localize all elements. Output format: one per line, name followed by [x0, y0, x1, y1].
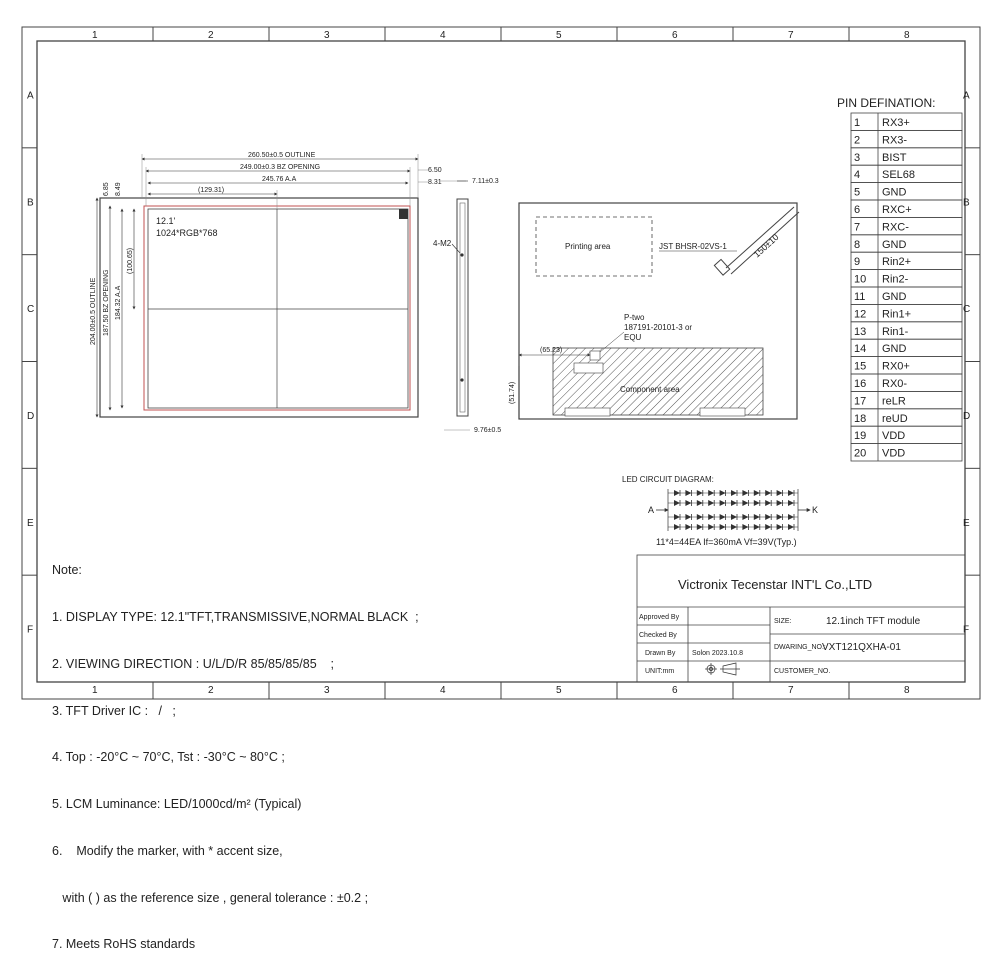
drawing-no-label: DWARING_NO.: — [774, 644, 826, 651]
led-diode-icon — [777, 524, 783, 530]
size-field-value: 12.1inch TFT module — [826, 616, 921, 627]
led-diode-icon — [731, 500, 737, 506]
drawn-by-value: Solon 2023.10.8 — [692, 650, 743, 657]
note-5: 5. LCM Luminance: LED/1000cd/m² (Typical) — [52, 797, 302, 812]
led-diode-icon — [708, 500, 714, 506]
led-diode-icon — [731, 490, 737, 496]
led-diode-icon — [720, 500, 726, 506]
zone-row-A-left: A — [27, 90, 34, 102]
pin-number: 7 — [854, 221, 861, 234]
pin-number: 12 — [854, 308, 867, 321]
size-label: 12.1' — [156, 216, 176, 226]
zone-row-D-left: D — [27, 410, 35, 422]
led-diode-icon — [708, 490, 714, 496]
led-diode-icon — [765, 514, 771, 520]
pin-number: 16 — [854, 378, 867, 390]
drawing-no-value: VXT121QXHA-01 — [822, 642, 901, 653]
pin-number: 11 — [854, 291, 866, 303]
led-diode-icon — [720, 524, 726, 530]
dim-bezel-width: 249.00±0.3 BZ OPENING — [240, 164, 321, 171]
led-diode-icon — [674, 490, 680, 496]
dim-thickness: 7.11±0.3 — [472, 178, 499, 185]
zone-row-C-right: C — [963, 304, 971, 316]
led-title: LED CIRCUIT DIAGRAM: — [622, 475, 714, 484]
pin-number: 6 — [854, 204, 861, 216]
zone-column-2-bottom: 2 — [208, 685, 214, 696]
pin-number: 8 — [854, 238, 861, 251]
pin-number: 17 — [854, 395, 867, 408]
led-diode-icon — [708, 514, 714, 520]
led-diode-icon — [742, 500, 748, 506]
dim-outline-height: 204.00±0.5 OUTLINE — [90, 277, 97, 345]
note-1: 1. DISPLAY TYPE: 12.1"TFT,TRANSMISSIVE,NORMAL BLACK ; — [52, 609, 419, 624]
dim-aa-width: 245.76 A.A — [262, 176, 297, 183]
dim-6-85: 6.85 — [103, 182, 110, 196]
led-diode-icon — [788, 524, 794, 530]
zone-column-3-bottom: 3 — [324, 685, 330, 696]
zone-column-8-bottom: 8 — [904, 685, 910, 696]
led-diode-icon — [697, 524, 703, 530]
dim-6-50: 6.50 — [428, 167, 442, 174]
zone-row-F-right: F — [963, 624, 970, 636]
pin-name: GND — [882, 238, 907, 251]
pin-number: 10 — [854, 273, 867, 286]
note-4: 4. Top : -20°C ~ 70°C, Tst : -30°C ~ 80°C ; — [52, 750, 285, 765]
led-anode-label: A — [648, 505, 655, 515]
pin-name: RXC+ — [882, 204, 912, 216]
pin-name: GND — [882, 186, 907, 199]
cable-length-label: 150±10 — [751, 232, 781, 260]
zone-row-C-left: C — [27, 304, 35, 316]
led-diode-icon — [731, 514, 737, 520]
led-diode-icon — [742, 524, 748, 530]
pin-number: 4 — [854, 169, 861, 182]
pin-name: reUD — [882, 412, 908, 425]
led-diode-icon — [777, 514, 783, 520]
pin-table — [837, 96, 962, 461]
pin-row — [851, 287, 962, 304]
led-diode-icon — [788, 514, 794, 520]
zone-column-2-top: 2 — [208, 30, 214, 41]
pin-table-title: PIN DEFINATION: — [837, 96, 936, 110]
led-circuit — [622, 475, 818, 547]
customer-no-label: CUSTOMER_NO. — [774, 668, 831, 675]
led-diode-icon — [674, 514, 680, 520]
note-2: 2. VIEWING DIRECTION : U/L/D/R 85/85/85/85 ; — [52, 656, 335, 671]
zone-row-A-right: A — [963, 90, 970, 102]
notes — [52, 532, 419, 969]
pin-name: SEL68 — [882, 169, 916, 182]
zone-column-7-bottom: 7 — [788, 685, 794, 696]
led-diode-icon — [685, 514, 691, 520]
pin-name: GND — [882, 343, 907, 356]
drawn-by-label: Drawn By — [645, 650, 676, 657]
resolution-label: 1024*RGB*768 — [156, 228, 218, 238]
dim-bottom: 9.76±0.5 — [474, 427, 502, 434]
led-diode-icon — [765, 524, 771, 530]
dim-8-31: 8.31 — [428, 179, 442, 186]
side-view — [433, 178, 501, 434]
front-view — [90, 152, 442, 417]
pin-name: reLR — [882, 395, 906, 408]
zone-column-1-bottom: 1 — [92, 685, 98, 696]
projection-symbol-icon — [705, 663, 740, 675]
led-diode-icon — [697, 490, 703, 496]
zone-row-D-right: D — [963, 410, 971, 422]
zone-row-E-left: E — [27, 517, 34, 529]
pin-name: VDD — [882, 430, 906, 443]
zone-column-1-top: 1 — [92, 30, 98, 41]
zone-column-3-top: 3 — [324, 30, 330, 41]
dim-65-23: (65.23) — [540, 347, 563, 354]
dim-51-74: (51.74) — [509, 381, 516, 404]
screw-label: 4-M2 — [433, 239, 452, 248]
printing-area-label: Printing area — [565, 242, 611, 251]
led-diode-icon — [754, 514, 760, 520]
zone-column-4-top: 4 — [440, 30, 446, 41]
dim-aa-height: 184.32 A.A — [115, 285, 122, 320]
led-diode-icon — [777, 490, 783, 496]
pin-name: RX0- — [882, 378, 908, 390]
pin-name: RX0+ — [882, 360, 910, 373]
led-diode-icon — [674, 524, 680, 530]
zone-row-E-right: E — [963, 517, 970, 529]
size-field-label: SIZE: — [774, 618, 792, 625]
pin-number: 5 — [854, 186, 861, 199]
pin-number: 3 — [854, 151, 861, 164]
pin-row — [851, 444, 962, 461]
pin-name: RX3- — [882, 134, 908, 147]
pin-number: 9 — [854, 256, 861, 269]
led-diode-icon — [754, 500, 760, 506]
led-array — [668, 489, 798, 531]
zone-column-8-top: 8 — [904, 30, 910, 41]
pin-name: BIST — [882, 151, 907, 164]
zone-column-5-bottom: 5 — [556, 685, 562, 696]
pin-number: 1 — [854, 117, 861, 129]
pin-name: Rin2- — [882, 273, 909, 286]
dim-8-49: 8.49 — [115, 182, 122, 196]
led-diode-icon — [685, 490, 691, 496]
note-3: 3. TFT Driver IC : / ; — [52, 703, 176, 718]
note-6: 6. Modify the marker, with * accent size, — [52, 843, 283, 858]
led-diode-icon — [742, 490, 748, 496]
led-diode-icon — [720, 514, 726, 520]
pin-name: VDD — [882, 447, 906, 460]
led-diode-icon — [754, 490, 760, 496]
led-diode-icon — [742, 514, 748, 520]
checked-by-label: Checked By — [639, 632, 677, 639]
led-diode-icon — [697, 500, 703, 506]
pin-name: RX3+ — [882, 117, 910, 129]
pin-row — [851, 339, 962, 356]
led-diode-icon — [674, 500, 680, 506]
led-diode-icon — [788, 490, 794, 496]
pin-number: 13 — [854, 325, 867, 338]
note-7: 7. Meets RoHS standards — [52, 937, 196, 952]
pin-row — [851, 426, 962, 443]
led-diode-icon — [685, 524, 691, 530]
ptwo-label-1: P-two — [624, 313, 645, 322]
zone-row-F-left: F — [27, 624, 34, 636]
pin-name: GND — [882, 291, 907, 303]
led-diode-icon — [788, 500, 794, 506]
pin-row — [851, 235, 962, 252]
dim-outline-width: 260.50±0.5 OUTLINE — [248, 152, 316, 159]
pin-number: 14 — [854, 343, 867, 356]
pin-name: Rin2+ — [882, 256, 912, 269]
led-cathode-label: K — [812, 505, 819, 515]
component-area-label: Component area — [620, 385, 680, 394]
led-diode-icon — [754, 524, 760, 530]
led-diode-icon — [765, 500, 771, 506]
led-spec: 11*4=44EA If=360mA Vf=39V(Typ.) — [656, 537, 797, 547]
zone-column-6-top: 6 — [672, 30, 678, 41]
company-name: Victronix Tecenstar INT'L Co.,LTD — [678, 577, 873, 592]
pin-row — [851, 183, 962, 200]
dim-bezel-height: 187.50 BZ OPENING — [103, 269, 110, 336]
pin-number: 2 — [854, 134, 861, 147]
zone-column-5-top: 5 — [556, 30, 562, 41]
corner-mark — [399, 209, 408, 219]
approved-by-label: Approved By — [639, 614, 680, 621]
dim-half-height: (100.65) — [127, 247, 134, 274]
pin-number: 19 — [854, 430, 867, 443]
pin-row — [851, 148, 962, 165]
led-diode-icon — [777, 500, 783, 506]
connector-label: JST BHSR-02VS-1 — [659, 242, 727, 251]
pin-name: RXC- — [882, 221, 909, 234]
zone-column-6-bottom: 6 — [672, 685, 678, 696]
zone-column-7-top: 7 — [788, 30, 794, 41]
led-diode-icon — [697, 514, 703, 520]
pin-number: 18 — [854, 412, 867, 425]
led-diode-icon — [708, 524, 714, 530]
active-area — [148, 209, 408, 408]
zone-row-B-left: B — [27, 197, 34, 209]
zone-column-4-bottom: 4 — [440, 685, 446, 696]
led-diode-icon — [685, 500, 691, 506]
ptwo-label-2: 187191-20101-3 or — [624, 323, 693, 332]
zone-row-B-right: B — [963, 197, 970, 209]
pin-number: 20 — [854, 447, 867, 460]
note-6b: with ( ) as the reference size , general tolerance : ±0.2 ; — [52, 890, 369, 905]
dim-half-width: (129.31) — [198, 187, 225, 194]
led-diode-icon — [731, 524, 737, 530]
pin-name: Rin1+ — [882, 308, 912, 321]
led-diode-icon — [765, 490, 771, 496]
unit-label: UNIT:mm — [645, 668, 675, 675]
pin-number: 15 — [854, 360, 867, 373]
ptwo-label-3: EQU — [624, 333, 642, 342]
pin-row — [851, 391, 962, 408]
notes-heading: Note: — [52, 563, 82, 578]
pin-name: Rin1- — [882, 325, 909, 338]
led-diode-icon — [720, 490, 726, 496]
back-view — [509, 203, 799, 419]
